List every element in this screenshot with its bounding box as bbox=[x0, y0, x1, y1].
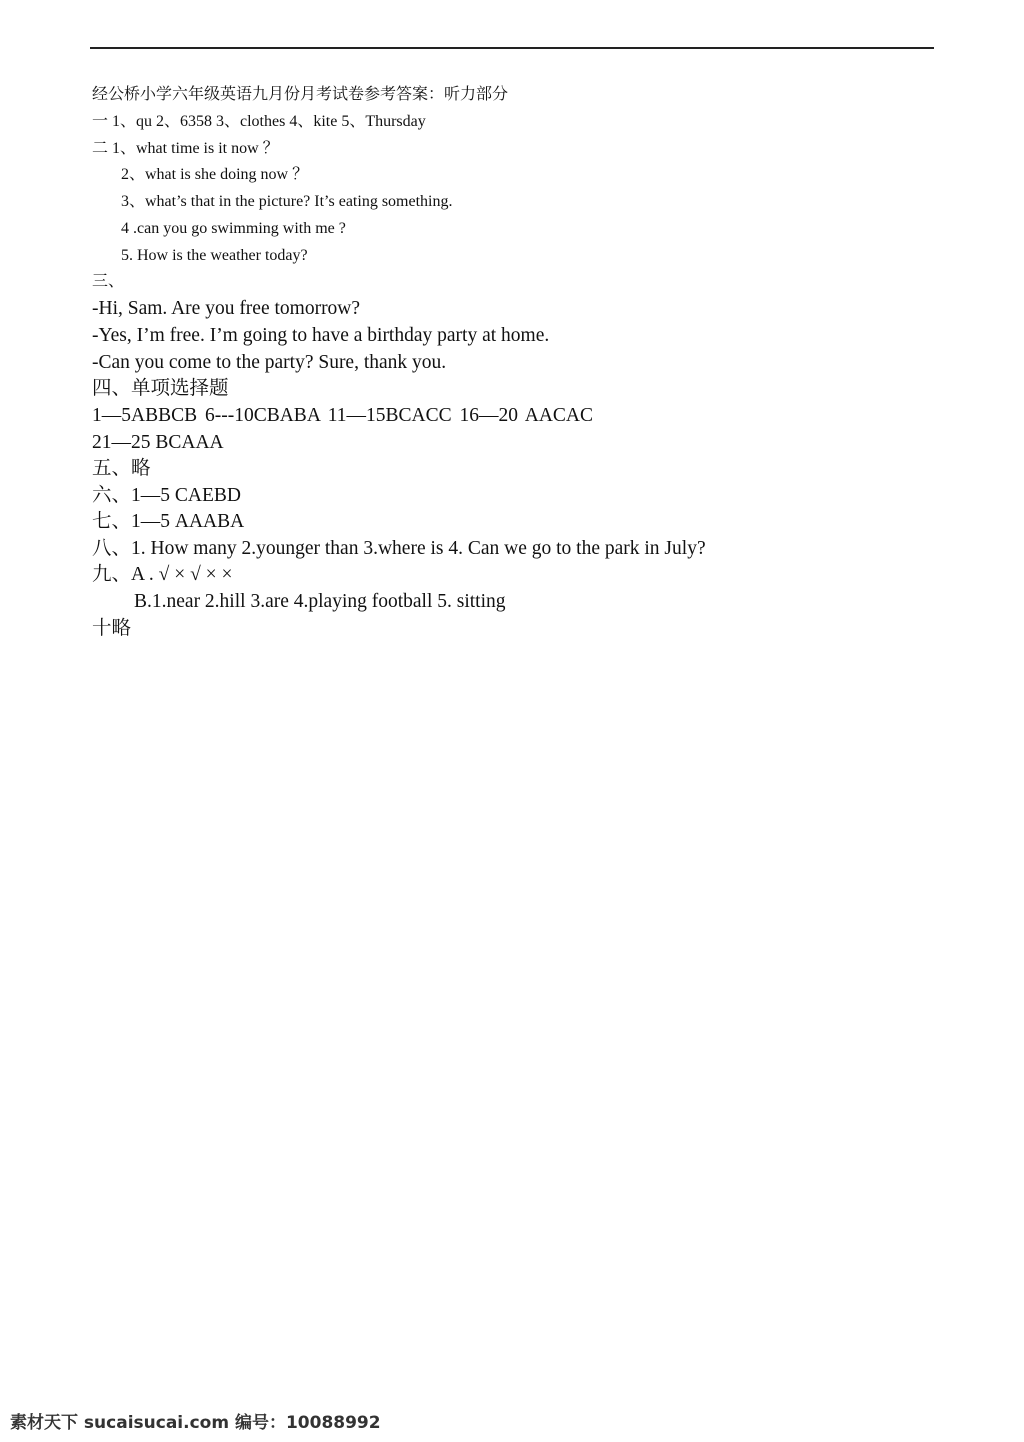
answer-part-6: 六、1—5 CAEBD bbox=[92, 485, 241, 506]
dialogue-line-1: -Hi, Sam. Are you free tomorrow? bbox=[92, 298, 361, 319]
dialogue-line-2: -Yes, I’m free. I’m going to have a birthday party at home. bbox=[92, 325, 550, 346]
answer-part-9-a: 九、A . √ × √ × × bbox=[92, 564, 233, 585]
answer-part-2-item-5: 5. How is the weather today? bbox=[121, 247, 308, 264]
answer-part-2-item-3: 3、what’s that in the picture? It’s eating something. bbox=[121, 193, 453, 210]
page-title: 经公桥小学六年级英语九月份月考试卷参考答案：听力部分 bbox=[92, 86, 509, 103]
watermark: 素材天下 sucaisucai.com 编号：10088992 bbox=[10, 1413, 381, 1433]
answer-part-7: 七、1—5 AAABA bbox=[92, 511, 245, 532]
answer-part-8: 八、1. How many 2.younger than 3.where is 4. Can we go to the park in July? bbox=[92, 538, 706, 559]
dialogue-line-3: -Can you come to the party? Sure, thank you. bbox=[92, 352, 447, 373]
answer-part-10: 十略 bbox=[92, 618, 132, 639]
answer-part-9-b: B.1.near 2.hill 3.are 4.playing football 5. sitting bbox=[134, 591, 506, 612]
answer-part-4-heading: 四、单项选择题 bbox=[92, 378, 229, 399]
answer-part-4-line-1: 1—5ABBCB 6---10CBABA 11—15BCACC 16—20 AACAC bbox=[92, 405, 594, 426]
answer-part-2-item-1: 二 1、what time is it now ？ bbox=[92, 140, 279, 157]
answer-part-4-line-2: 21—25 BCAAA bbox=[92, 432, 224, 453]
answer-part-2-item-4: 4 .can you go swimming with me ? bbox=[121, 220, 346, 237]
answer-part-3-heading: 三、 bbox=[92, 273, 125, 290]
answer-part-1: 一 1、qu 2、6358 3、clothes 4、kite 5、Thursday bbox=[92, 113, 426, 130]
top-rule bbox=[90, 47, 934, 49]
answer-part-2-item-2: 2、what is she doing now ？ bbox=[121, 166, 309, 183]
answer-part-5: 五、略 bbox=[92, 458, 151, 479]
